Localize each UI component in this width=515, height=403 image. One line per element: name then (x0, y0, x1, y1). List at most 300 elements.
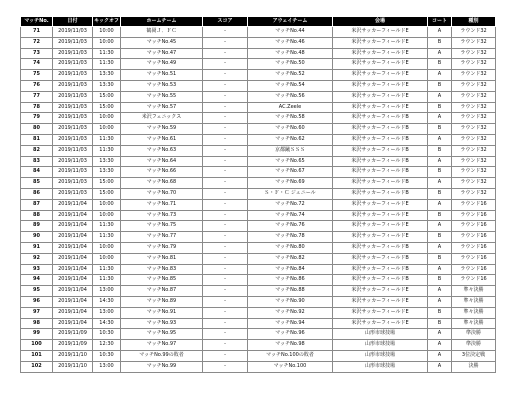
category-cell: ラウンド32 (452, 37, 496, 48)
score-cell: - (203, 286, 248, 297)
venue-cell: 米沢サッカーフィールドE (333, 232, 428, 243)
category-cell: 準々決勝 (452, 296, 496, 307)
table-row (21, 37, 496, 48)
venue-cell: 米沢サッカーフィールドB (333, 134, 428, 145)
header-home-team: ホームチーム (121, 17, 203, 27)
category-cell: 準々決勝 (452, 318, 496, 329)
category-cell: ラウンド32 (452, 145, 496, 156)
home-team-cell: マッチNo.79 (121, 242, 203, 253)
away-team-cell: マッチNo.48 (248, 48, 333, 59)
match-no-cell: 82 (21, 145, 53, 156)
table-row (21, 80, 496, 91)
score-cell: - (203, 232, 248, 243)
table-row (21, 91, 496, 102)
date-cell: 2019/11/04 (53, 296, 93, 307)
home-team-cell: マッチNo.97 (121, 340, 203, 351)
date-cell: 2019/11/03 (53, 178, 93, 189)
court-cell: B (428, 188, 452, 199)
kickoff-cell: 11:30 (93, 232, 121, 243)
venue-cell: 米沢サッカーフィールドE (333, 91, 428, 102)
category-cell: ラウンド32 (452, 178, 496, 189)
category-cell: 準々決勝 (452, 307, 496, 318)
match-no-cell: 86 (21, 188, 53, 199)
match-no-cell: 101 (21, 350, 53, 361)
home-team-cell: マッチNo.95 (121, 329, 203, 340)
date-cell: 2019/11/04 (53, 199, 93, 210)
away-team-cell: マッチNo.52 (248, 70, 333, 81)
match-no-cell: 74 (21, 59, 53, 70)
category-cell: ラウンド32 (452, 188, 496, 199)
date-cell: 2019/11/03 (53, 113, 93, 124)
home-team-cell: マッチNo.53 (121, 80, 203, 91)
header-row (21, 17, 496, 27)
date-cell: 2019/11/04 (53, 242, 93, 253)
score-cell: - (203, 124, 248, 135)
date-cell: 2019/11/03 (53, 167, 93, 178)
match-no-cell: 99 (21, 329, 53, 340)
court-cell: B (428, 307, 452, 318)
home-team-cell: マッチNo.85 (121, 275, 203, 286)
score-cell: - (203, 361, 248, 372)
away-team-cell: マッチNo.88 (248, 286, 333, 297)
date-cell: 2019/11/04 (53, 264, 93, 275)
kickoff-cell: 10:00 (93, 124, 121, 135)
kickoff-cell: 11:30 (93, 48, 121, 59)
match-no-cell: 71 (21, 27, 53, 38)
home-team-cell: マッチNo.55 (121, 91, 203, 102)
table-row (21, 188, 496, 199)
venue-cell: 米沢サッカーフィールドB (333, 113, 428, 124)
match-no-cell: 89 (21, 221, 53, 232)
table-row (21, 167, 496, 178)
table-row (21, 318, 496, 329)
date-cell: 2019/11/04 (53, 232, 93, 243)
match-no-cell: 81 (21, 134, 53, 145)
venue-cell: 米沢サッカーフィールドE (333, 102, 428, 113)
table-row (21, 210, 496, 221)
table-row (21, 232, 496, 243)
away-team-cell: マッチNo.50 (248, 59, 333, 70)
court-cell: A (428, 329, 452, 340)
home-team-cell: マッチNo.63 (121, 145, 203, 156)
score-cell: - (203, 188, 248, 199)
away-team-cell: マッチNo.98 (248, 340, 333, 351)
venue-cell: 山形市球技場 (333, 329, 428, 340)
court-cell: B (428, 145, 452, 156)
date-cell: 2019/11/03 (53, 80, 93, 91)
court-cell: B (428, 253, 452, 264)
venue-cell: 米沢サッカーフィールドB (333, 242, 428, 253)
match-schedule-table (20, 16, 496, 373)
venue-cell: 米沢サッカーフィールドE (333, 199, 428, 210)
match-no-cell: 87 (21, 199, 53, 210)
away-team-cell: マッチNo.65 (248, 156, 333, 167)
kickoff-cell: 13:00 (93, 307, 121, 318)
court-cell: B (428, 275, 452, 286)
score-cell: - (203, 253, 248, 264)
match-no-cell: 102 (21, 361, 53, 372)
venue-cell: 米沢サッカーフィールドE (333, 37, 428, 48)
away-team-cell: マッチNo.90 (248, 296, 333, 307)
court-cell: A (428, 156, 452, 167)
away-team-cell: マッチNo.78 (248, 232, 333, 243)
home-team-cell: マッチNo.64 (121, 156, 203, 167)
header-match-no: マッチNo. (21, 17, 53, 27)
category-cell: 準決勝 (452, 340, 496, 351)
venue-cell: 米沢サッカーフィールドE (333, 59, 428, 70)
match-no-cell: 78 (21, 102, 53, 113)
kickoff-cell: 10:00 (93, 113, 121, 124)
score-cell: - (203, 70, 248, 81)
category-cell: 準決勝 (452, 329, 496, 340)
home-team-cell: マッチNo.73 (121, 210, 203, 221)
away-team-cell: マッチNo.56 (248, 91, 333, 102)
date-cell: 2019/11/03 (53, 145, 93, 156)
table-row (21, 156, 496, 167)
kickoff-cell: 10:30 (93, 329, 121, 340)
date-cell: 2019/11/04 (53, 307, 93, 318)
court-cell: A (428, 350, 452, 361)
away-team-cell: マッチNo.46 (248, 37, 333, 48)
away-team-cell: マッチNo.62 (248, 134, 333, 145)
kickoff-cell: 11:30 (93, 145, 121, 156)
category-cell: ラウンド32 (452, 59, 496, 70)
venue-cell: 米沢サッカーフィールドB (333, 275, 428, 286)
venue-cell: 山形市球技場 (333, 340, 428, 351)
date-cell: 2019/11/04 (53, 253, 93, 264)
court-cell: A (428, 221, 452, 232)
date-cell: 2019/11/03 (53, 27, 93, 38)
score-cell: - (203, 178, 248, 189)
table-row (21, 27, 496, 38)
date-cell: 2019/11/03 (53, 59, 93, 70)
home-team-cell: マッチNo.71 (121, 199, 203, 210)
home-team-cell: マッチNo.49 (121, 59, 203, 70)
table-row (21, 178, 496, 189)
venue-cell: 米沢サッカーフィールドE (333, 286, 428, 297)
table-row (21, 329, 496, 340)
score-cell: - (203, 102, 248, 113)
score-cell: - (203, 221, 248, 232)
category-cell: ラウンド16 (452, 253, 496, 264)
court-cell: A (428, 264, 452, 275)
venue-cell: 米沢サッカーフィールドB (333, 167, 428, 178)
date-cell: 2019/11/09 (53, 340, 93, 351)
home-team-cell: マッチNo.59 (121, 124, 203, 135)
court-cell: A (428, 296, 452, 307)
home-team-cell: マッチNo.47 (121, 48, 203, 59)
away-team-cell: マッチNo.100 (248, 361, 333, 372)
away-team-cell: マッチNo.80 (248, 242, 333, 253)
match-no-cell: 76 (21, 80, 53, 91)
away-team-cell: マッチNo.72 (248, 199, 333, 210)
match-no-cell: 85 (21, 178, 53, 189)
table-row (21, 59, 496, 70)
away-team-cell: マッチNo.74 (248, 210, 333, 221)
header-kickoff: キックオフ (93, 17, 121, 27)
score-cell: - (203, 113, 248, 124)
date-cell: 2019/11/09 (53, 329, 93, 340)
category-cell: ラウンド32 (452, 102, 496, 113)
kickoff-cell: 12:30 (93, 340, 121, 351)
venue-cell: 米沢サッカーフィールドE (333, 27, 428, 38)
home-team-cell: マッチNo.87 (121, 286, 203, 297)
home-team-cell: マッチNo.68 (121, 178, 203, 189)
court-cell: B (428, 59, 452, 70)
score-cell: - (203, 242, 248, 253)
venue-cell: 山形市球技場 (333, 361, 428, 372)
date-cell: 2019/11/10 (53, 361, 93, 372)
category-cell: ラウンド32 (452, 80, 496, 91)
match-no-cell: 80 (21, 124, 53, 135)
court-cell: B (428, 167, 452, 178)
home-team-cell: マッチNo.81 (121, 253, 203, 264)
away-team-cell: 京都蹴ＳＳＳ (248, 145, 333, 156)
kickoff-cell: 15:00 (93, 102, 121, 113)
court-cell: B (428, 210, 452, 221)
kickoff-cell: 14:30 (93, 296, 121, 307)
court-cell: A (428, 134, 452, 145)
table-row (21, 145, 496, 156)
venue-cell: 米沢サッカーフィールドE (333, 48, 428, 59)
home-team-cell: マッチNo.66 (121, 167, 203, 178)
away-team-cell: Ｓ・Ｆ・Ｃ ジュニール (248, 188, 333, 199)
table-row (21, 102, 496, 113)
home-team-cell: マッチNo.70 (121, 188, 203, 199)
date-cell: 2019/11/03 (53, 91, 93, 102)
category-cell: ラウンド16 (452, 199, 496, 210)
category-cell: ラウンド32 (452, 113, 496, 124)
match-no-cell: 83 (21, 156, 53, 167)
venue-cell: 米沢サッカーフィールドB (333, 124, 428, 135)
court-cell: A (428, 113, 452, 124)
date-cell: 2019/11/03 (53, 37, 93, 48)
score-cell: - (203, 145, 248, 156)
venue-cell: 米沢サッカーフィールドE (333, 318, 428, 329)
home-team-cell: マッチNo.89 (121, 296, 203, 307)
court-cell: A (428, 91, 452, 102)
home-team-cell: 鶴岡Ｊ．ＦＣ (121, 27, 203, 38)
category-cell: ラウンド16 (452, 221, 496, 232)
score-cell: - (203, 340, 248, 351)
match-no-cell: 79 (21, 113, 53, 124)
category-cell: ラウンド32 (452, 134, 496, 145)
score-cell: - (203, 210, 248, 221)
score-cell: - (203, 37, 248, 48)
match-no-cell: 75 (21, 70, 53, 81)
score-cell: - (203, 59, 248, 70)
score-cell: - (203, 350, 248, 361)
court-cell: A (428, 286, 452, 297)
away-team-cell: マッチNo.58 (248, 113, 333, 124)
kickoff-cell: 13:30 (93, 80, 121, 91)
home-team-cell: マッチNo.99 (121, 361, 203, 372)
home-team-cell: 米沢フェニックス (121, 113, 203, 124)
match-no-cell: 97 (21, 307, 53, 318)
venue-cell: 米沢サッカーフィールドE (333, 296, 428, 307)
match-no-cell: 94 (21, 275, 53, 286)
home-team-cell: マッチNo.51 (121, 70, 203, 81)
away-team-cell: マッチNo.82 (248, 253, 333, 264)
away-team-cell: マッチNo.67 (248, 167, 333, 178)
header-score: スコア (203, 17, 248, 27)
venue-cell: 米沢サッカーフィールドE (333, 80, 428, 91)
header-venue: 会場 (333, 17, 428, 27)
kickoff-cell: 13:30 (93, 70, 121, 81)
court-cell: A (428, 48, 452, 59)
home-team-cell: マッチNo.83 (121, 264, 203, 275)
score-cell: - (203, 156, 248, 167)
category-cell: ラウンド32 (452, 124, 496, 135)
venue-cell: 米沢サッカーフィールドB (333, 178, 428, 189)
category-cell: ラウンド32 (452, 70, 496, 81)
kickoff-cell: 13:30 (93, 167, 121, 178)
court-cell: A (428, 178, 452, 189)
kickoff-cell: 13:00 (93, 286, 121, 297)
away-team-cell: マッチNo.94 (248, 318, 333, 329)
header-court: コート (428, 17, 452, 27)
court-cell: B (428, 318, 452, 329)
home-team-cell: マッチNo.93 (121, 318, 203, 329)
home-team-cell: マッチNo.57 (121, 102, 203, 113)
score-cell: - (203, 48, 248, 59)
kickoff-cell: 11:30 (93, 59, 121, 70)
court-cell: A (428, 242, 452, 253)
table-row (21, 242, 496, 253)
home-team-cell: マッチNo.75 (121, 221, 203, 232)
table-row (21, 70, 496, 81)
away-team-cell: マッチNo.60 (248, 124, 333, 135)
score-cell: - (203, 329, 248, 340)
schedule-table-container (20, 16, 495, 373)
away-team-cell: マッチNo.86 (248, 275, 333, 286)
table-row (21, 221, 496, 232)
venue-cell: 米沢サッカーフィールドE (333, 210, 428, 221)
court-cell: B (428, 124, 452, 135)
table-row (21, 124, 496, 135)
away-team-cell: マッチNo.76 (248, 221, 333, 232)
kickoff-cell: 15:00 (93, 91, 121, 102)
date-cell: 2019/11/04 (53, 210, 93, 221)
table-row (21, 48, 496, 59)
match-no-cell: 73 (21, 48, 53, 59)
court-cell: A (428, 361, 452, 372)
kickoff-cell: 11:30 (93, 221, 121, 232)
table-row (21, 307, 496, 318)
category-cell: ラウンド32 (452, 27, 496, 38)
date-cell: 2019/11/04 (53, 275, 93, 286)
away-team-cell: マッチNo.84 (248, 264, 333, 275)
table-row (21, 296, 496, 307)
score-cell: - (203, 275, 248, 286)
kickoff-cell: 14:30 (93, 318, 121, 329)
away-team-cell: マッチNo.44 (248, 27, 333, 38)
kickoff-cell: 13:00 (93, 361, 121, 372)
kickoff-cell: 13:30 (93, 156, 121, 167)
category-cell: 3位決定戦 (452, 350, 496, 361)
category-cell: ラウンド32 (452, 91, 496, 102)
kickoff-cell: 15:00 (93, 178, 121, 189)
date-cell: 2019/11/03 (53, 134, 93, 145)
kickoff-cell: 11:30 (93, 264, 121, 275)
table-row (21, 350, 496, 361)
venue-cell: 米沢サッカーフィールドE (333, 307, 428, 318)
header-date: 日付 (53, 17, 93, 27)
match-no-cell: 98 (21, 318, 53, 329)
venue-cell: 米沢サッカーフィールドB (333, 145, 428, 156)
category-cell: ラウンド16 (452, 242, 496, 253)
date-cell: 2019/11/04 (53, 221, 93, 232)
venue-cell: 米沢サッカーフィールドB (333, 156, 428, 167)
away-team-cell: マッチNo.54 (248, 80, 333, 91)
away-team-cell: マッチNo.100の敗者 (248, 350, 333, 361)
match-no-cell: 93 (21, 264, 53, 275)
kickoff-cell: 10:00 (93, 242, 121, 253)
date-cell: 2019/11/03 (53, 124, 93, 135)
table-row (21, 286, 496, 297)
kickoff-cell: 10:00 (93, 253, 121, 264)
date-cell: 2019/11/03 (53, 156, 93, 167)
table-row (21, 361, 496, 372)
home-team-cell: マッチNo.61 (121, 134, 203, 145)
score-cell: - (203, 318, 248, 329)
court-cell: B (428, 80, 452, 91)
score-cell: - (203, 80, 248, 91)
table-row (21, 275, 496, 286)
match-no-cell: 72 (21, 37, 53, 48)
category-cell: ラウンド16 (452, 264, 496, 275)
kickoff-cell: 15:00 (93, 188, 121, 199)
score-cell: - (203, 264, 248, 275)
away-team-cell: マッチNo.69 (248, 178, 333, 189)
court-cell: B (428, 37, 452, 48)
category-cell: ラウンド16 (452, 210, 496, 221)
kickoff-cell: 10:00 (93, 199, 121, 210)
date-cell: 2019/11/03 (53, 188, 93, 199)
date-cell: 2019/11/03 (53, 70, 93, 81)
table-body (21, 27, 496, 373)
score-cell: - (203, 134, 248, 145)
court-cell: B (428, 232, 452, 243)
match-no-cell: 84 (21, 167, 53, 178)
header-category: 種別 (452, 17, 496, 27)
kickoff-cell: 10:00 (93, 37, 121, 48)
venue-cell: 米沢サッカーフィールドB (333, 188, 428, 199)
court-cell: A (428, 70, 452, 81)
court-cell: A (428, 199, 452, 210)
match-no-cell: 91 (21, 242, 53, 253)
away-team-cell: マッチNo.96 (248, 329, 333, 340)
court-cell: A (428, 27, 452, 38)
table-row (21, 340, 496, 351)
home-team-cell: マッチNo.77 (121, 232, 203, 243)
table-row (21, 253, 496, 264)
category-cell: ラウンド32 (452, 156, 496, 167)
table-row (21, 134, 496, 145)
score-cell: - (203, 199, 248, 210)
category-cell: ラウンド16 (452, 232, 496, 243)
venue-cell: 米沢サッカーフィールドB (333, 253, 428, 264)
header-away-team: アウェイチーム (248, 17, 333, 27)
venue-cell: 米沢サッカーフィールドB (333, 264, 428, 275)
table-row (21, 199, 496, 210)
match-no-cell: 92 (21, 253, 53, 264)
date-cell: 2019/11/04 (53, 286, 93, 297)
table-row (21, 113, 496, 124)
score-cell: - (203, 307, 248, 318)
venue-cell: 米沢サッカーフィールドE (333, 221, 428, 232)
date-cell: 2019/11/10 (53, 350, 93, 361)
